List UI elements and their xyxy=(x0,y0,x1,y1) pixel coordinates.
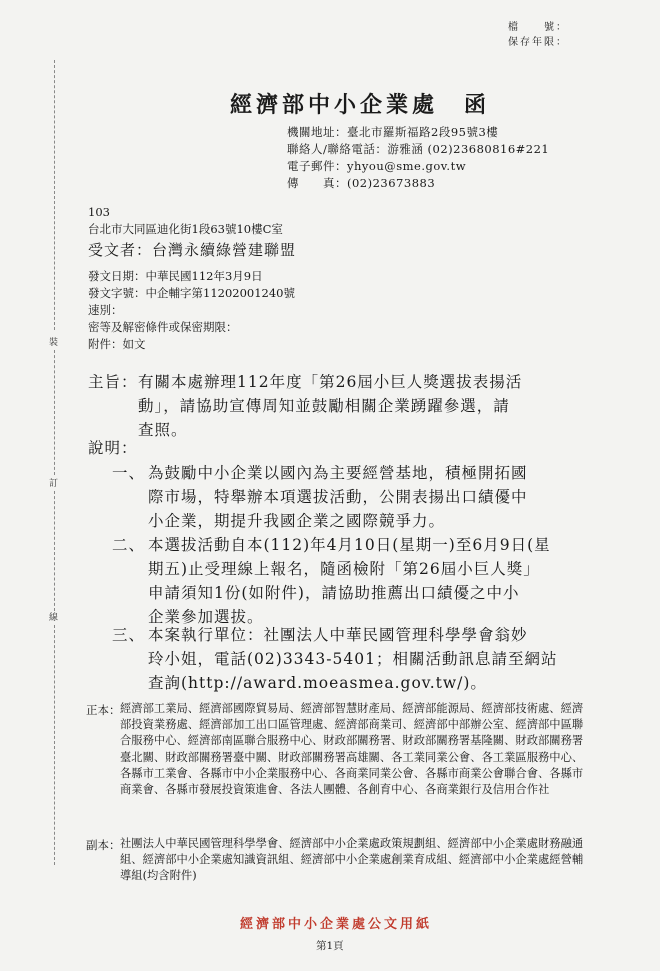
explanation-line: 小企業，期提升我國企業之國際競爭力。 xyxy=(148,512,446,530)
binding-line-lower xyxy=(54,491,55,611)
archive-retention-period: 保存年限： xyxy=(508,37,568,48)
cc-copy-label: 副本： xyxy=(86,838,121,852)
staple-mark: 訂 xyxy=(49,479,59,489)
explanation-line: 玲小姐，電話(02)3343-5401；相關活動訊息請至網站 xyxy=(148,650,558,668)
subject-line: 查照。 xyxy=(138,421,188,439)
attachment: 附件：如文 xyxy=(88,337,146,351)
explanation-label: 說明： xyxy=(88,439,138,457)
contact-fax: 傳 真：(02)23673883 xyxy=(287,176,436,190)
document-title: 經濟部中小企業處 函 xyxy=(230,92,491,118)
explanation-line: 本案執行單位：社團法人中華民國管理科學學會翁妙 xyxy=(148,626,528,644)
delivery-speed: 速別： xyxy=(88,303,123,317)
explanation-line: 際市場，特舉辦本項選拔活動，公開表揚出口績優中 xyxy=(148,488,528,506)
cc-copy-recipients: 社團法人中華民國管理科學學會、經濟部中小企業處政策規劃組、經濟部中小企業處財務融通組、經濟部中小企業處知識資訊組、經濟部中小企業處創業育成組、經濟部中小企業處經營輔導組(均含附件) xyxy=(120,837,584,883)
official-stationery-label: 經濟部中小企業處公文用紙 xyxy=(240,917,433,932)
page-number: 第1頁 xyxy=(316,940,344,952)
archive-file-number: 檔 號： xyxy=(508,22,568,33)
line-mark: 線 xyxy=(49,613,59,623)
binding-line-middle xyxy=(54,350,55,475)
postal-code: 103 xyxy=(88,205,110,219)
issue-date: 發文日期：中華民國112年3月9日 xyxy=(88,269,263,283)
binding-line-top xyxy=(54,60,55,330)
explanation-item-number: 二、 xyxy=(112,536,146,554)
subject-line: 動」，請協助宣傳周知並鼓勵相關企業踴躍參選，請 xyxy=(138,397,510,415)
binding-mark: 裝 xyxy=(49,338,59,348)
explanation-line: 期五)止受理線上報名，隨函檢附「第26屆小巨人獎」 xyxy=(148,560,540,578)
explanation-line: 本選拔活動自本(112)年4月10日(星期一)至6月9日(星 xyxy=(148,536,551,554)
cc-main-recipients: 經濟部工業局、經濟部國際貿易局、經濟部智慧財產局、經濟部能源局、經濟部技術處、經濟部投資業務處、經濟部加工出口區管理處、經濟部商業司、經濟部中部辦公室、經濟部中區聯合服務中心、經濟部南區聯合服務中心、財政部關務署、財政部關務署基隆關、財政部關務署臺北關、財政部關務署臺中關、財政部關務署高雄關、各工業同業公會、各工業區服務中心、各縣市工業會、各縣市中小企業服務中心、各商業同業公會、各縣市商業公會聯合會、各縣市商業會、各縣市發展投資策進會、各法人團體、各創育中心、各商業銀行及信用合作社 xyxy=(120,702,584,797)
explanation-line: 申請須知1份(如附件)，請協助推薦出口績優之中小 xyxy=(148,584,520,602)
explanation-line: 企業參加選拔。 xyxy=(148,608,264,626)
explanation-line: 查詢(http://award.moeasmea.gov.tw/)。 xyxy=(148,674,487,692)
subject-line: 有關本處辦理112年度「第26屆小巨人獎選拔表揚活 xyxy=(138,373,523,391)
binding-line-bottom xyxy=(54,625,55,865)
secrecy-level: 密等及解密條件或保密期限： xyxy=(88,320,238,334)
subject-label: 主旨： xyxy=(88,373,138,391)
contact-email: 電子郵件：yhyou@sme.gov.tw xyxy=(287,159,467,173)
recipient-address: 台北市大同區迪化街1段63號10樓C室 xyxy=(88,222,283,236)
explanation-line: 為鼓勵中小企業以國內為主要經營基地，積極開拓國 xyxy=(148,464,528,482)
explanation-item-number: 三、 xyxy=(112,626,146,644)
cc-main-label: 正本： xyxy=(86,703,121,717)
recipient: 受文者：台灣永續綠營建聯盟 xyxy=(88,241,297,259)
agency-address: 機關地址：臺北市羅斯福路2段95號3樓 xyxy=(287,125,499,139)
document-number: 發文字號：中企輔字第11202001240號 xyxy=(88,286,295,300)
explanation-item-number: 一、 xyxy=(112,464,146,482)
contact-person: 聯絡人/聯絡電話：游雅涵 (02)23680816#221 xyxy=(287,142,550,156)
